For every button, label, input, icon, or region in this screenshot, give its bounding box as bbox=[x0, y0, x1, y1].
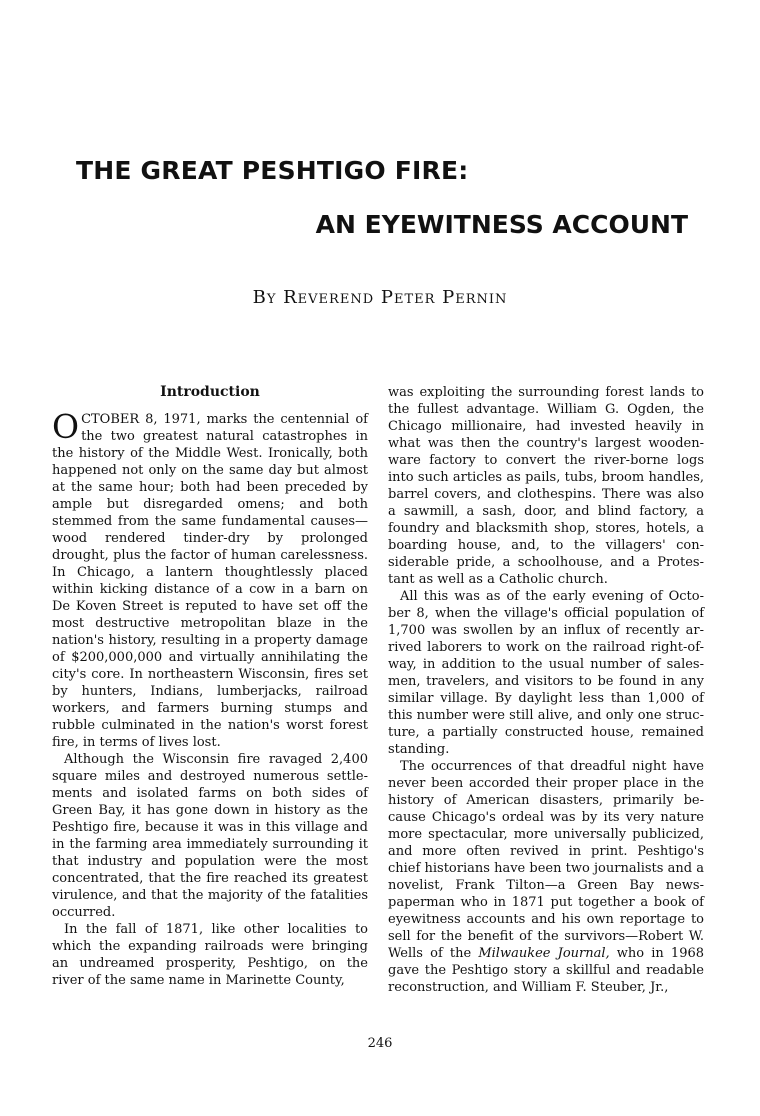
paragraph-3: In the fall of 1871, like other localities to which the expanding railroads were bringing an undreamed prosperity, Peshtigo, on the river of the same name in Marinette County, bbox=[52, 922, 368, 988]
title-line-1: THE GREAT PESHTIGO FIRE: bbox=[76, 156, 469, 185]
left-column bbox=[52, 384, 368, 989]
paragraph-6-before: The occurrences of that dreadful night have never been accorded their proper place in the history of American disasters, primarily because Chicago's ordeal was by its very nature more spectacular, more universally publicized, and more often revived in print. Peshtigo's chief historians have been two journalists and a novelist, Frank Tilton—a Green Bay newspaperman who in 1871 put together a book of eyewitness accounts and his own reportage to sell for the benefit of the survivors—Robert W. Wells of the bbox=[388, 759, 704, 961]
paragraph-1-text: 8, 1971, marks the centennial of the two greatest natural catastrophes in the history of the Middle West. Ironically, both happened not only on the same day but almost at the same hour; both had been preceded by ample but disregarded omens; and both stemmed from the same fundamental causes—wood rendered tinder-dry by prolonged drought, plus the factor of human carelessness. In Chicago, a lantern thoughtlessly placed within kicking distance of a cow in a barn on De Koven Street is reputed to have set off the most destructive metropolitan blaze in the nation's history, resulting in a property damage of $200,000,000 and virtually annihilating the city's core. In northeastern Wisconsin, fires set by hunters, Indians, lumberjacks, railroad workers, and farmers burning stumps and rubble culminated in the nation's worst forest fire, in terms of lives lost. bbox=[52, 412, 368, 750]
paragraph-1 bbox=[52, 407, 368, 751]
drop-cap: O bbox=[52, 407, 80, 446]
page-number: 246 bbox=[367, 1036, 393, 1051]
paragraph-6-italic: Milwaukee Journal, bbox=[478, 946, 610, 961]
right-column bbox=[388, 384, 704, 996]
first-word-rest: CTOBER bbox=[81, 412, 140, 427]
paragraph-2: Although the Wisconsin fire ravaged 2,400 square miles and destroyed numerous settlements and isolated farms on both sides of Green Bay, it has gone down in history as the Peshtigo fire, because it was in this village and in the farming area immediately surrounding it that industry and population were the most concentrated, that the fire reached its greatest virulence, and that the majority of the fatalities occurred. bbox=[52, 752, 368, 920]
paragraph-6-after: who in 1968 gave the Peshtigo story a skillful and readable reconstruction, and William F. Steuber, Jr., bbox=[388, 946, 705, 995]
intro-heading: Introduction bbox=[160, 384, 260, 400]
paragraph-4: was exploiting the surrounding forest lands to the fullest advantage. William G. Ogden, the Chicago millionaire, had invested heavily in what was then the country's largest woodenware factory to convert the river-borne logs into such articles as pails, tubs, broom handles, barrel covers, and clothespins. There was also a sawmill, a sash, door, and blind factory, a foundry and blacksmith shop, stores, hotels, a boarding house, and, to the villagers' considerable pride, a schoolhouse, and a Protestant as well as a Catholic church. bbox=[388, 385, 704, 587]
title-line-2: AN EYEWITNESS ACCOUNT bbox=[315, 210, 688, 239]
paragraph-6 bbox=[388, 758, 704, 996]
byline: By Reverend Peter Pernin bbox=[252, 287, 508, 308]
paragraph-5: All this was as of the early evening of October 8, when the village's official population of 1,700 was swollen by an influx of recently arrived laborers to work on the railroad right-of-way, in addition to the usual number of salesmen, travelers, and visitors to be found in any similar village. By daylight less than 1,000 of this number were still alive, and only one structure, a partially constructed house, remained standing. bbox=[388, 589, 704, 757]
